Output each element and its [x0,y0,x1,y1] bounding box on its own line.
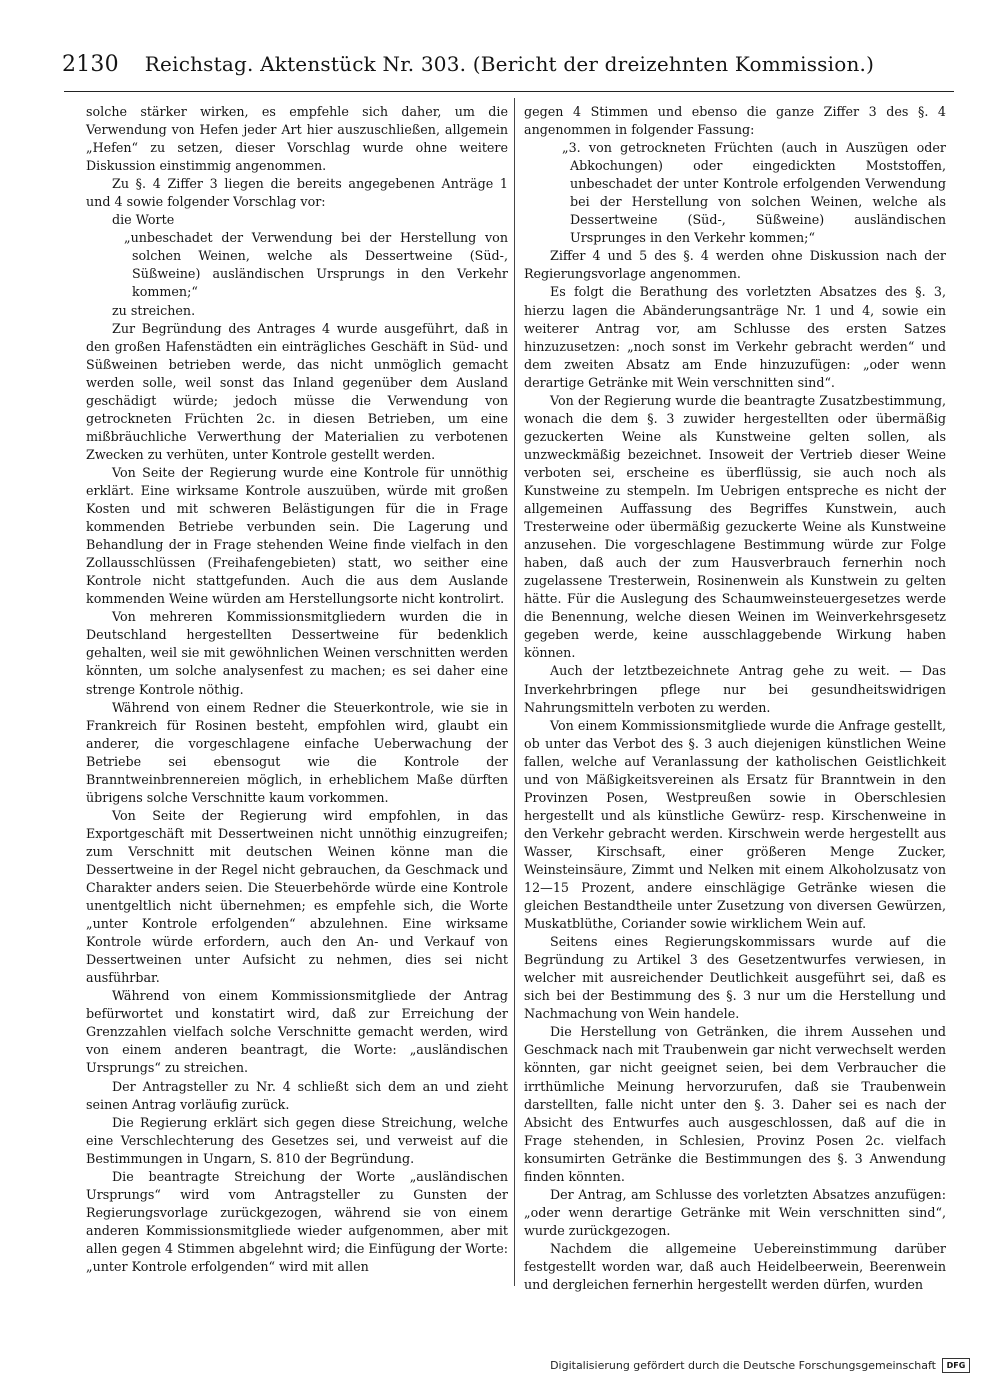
footer [550,1358,970,1373]
page-header [62,52,952,86]
paragraph: Nachdem die allgemeine Uebereinstimmung darüber festgestellt worden war, daß auch Heidelbeerwein, Beerenwein und dergleichen fernerhin hergestellt werden dürfen, wurden [524,1240,946,1293]
quoted-text: „3. von getrockneten Früchten (auch in Auszügen oder Abkochungen) oder eingedickten Moststoffen, unbeschadet der unter Kontrole erfolgenden Verwendung bei der Herstellung von solchen Weinen, welche als Dessertweine (Süd-, Süßweine) ausländischen Ursprunges in den Verkehr kommen;“ [562,140,946,246]
paragraph: Ziffer 4 und 5 des §. 4 werden ohne Diskussion nach der Regierungsvorlage angenommen. [524,248,946,282]
paragraph: zu streichen. [112,302,196,318]
paragraph: Die Regierung erklärt sich gegen diese Streichung, welche eine Verschlechterung des Gesetzes sei, und verweist auf die Bestimmungen in Ungarn, S. 810 der Begründung. [86,1114,508,1166]
paragraph: Von der Regierung wurde die beantragte Zusatzbestimmung, wonach die dem §. 3 zuwider hergestellten oder übermäßig gezuckerten Weine als Kunstweine gelten sollen, als unzweckmäßig bezeichnet. Insoweit der Vertrieb dieser Weine verboten sei, erscheine es überflüssig, sie auch noch als Kunstweine zu stempeln. Im Uebrigen entspreche es nicht der allgemeinen Auffassung des Begriffes Kunstwein, auch Tresterweine oder übermäßig gezuckerte Weine als Kunstweine anzusehen. Die vorgeschlagene Bestimmung würde zur Folge haben, daß auch der zum Hausverbrauch fernerhin noch zugelassene Tresterwein, Rosinenwein als Kunstwein zu gelten hätte. Für die Auslegung des Schaumweinsteuergesetzes werde die Benennung, welche diesen Weinen im Weinverkehrsgesetz gegeben werde, keine ausschlaggebende Wirkung haben können. [524,392,946,661]
paragraph: solche stärker wirken, es empfehle sich daher, um die Verwendung von Hefen jeder Art hier auszuschließen, allgemein „Hefen“ zu setzen, dieser Vorschlag wurde ohne weitere Diskussion einstimmig angenommen. [86,104,508,174]
page-number: 2130 [62,52,119,77]
paragraph: Von mehreren Kommissionsmitgliedern wurden die in Deutschland hergestellten Dessertweine für bedenklich gehalten, weil sie mit gewöhnlichen Weinen verschnitten werden könnten, um solche analysenfest zu machen; es sei daher eine strenge Kontrole nöthig. [86,609,508,697]
right-column [524,103,946,1294]
paragraph: gegen 4 Stimmen und ebenso die ganze Ziffer 3 des §. 4 angenommen in folgender Fassung: [524,104,946,138]
running-title: Reichstag. Aktenstück Nr. 303. (Bericht der dreizehnten Kommission.) [144,52,875,76]
paragraph: die Worte [112,212,175,228]
paragraph: Die Herstellung von Getränken, die ihrem Aussehen und Geschmack nach mit Traubenwein gar nicht verwechselt werden könnten, gar nicht geeignet seien, bei dem Verbraucher die irrthümliche Meinung hervorzurufen, daß sie Traubenwein darstellten, falle nicht unter den §. 3. Daher sei es nach der Absicht des Entwurfes auch ausgeschlossen, daß auf die in Frage stehenden, in Schlesien, Provinz Posen 2c. vielfach konsumirten Getränke die Bestimmungen des §. 3 Anwendung finden könnten. [524,1024,946,1184]
paragraph: Von Seite der Regierung wird empfohlen, in das Exportgeschäft mit Dessertweinen nicht unnöthig einzugreifen; zum Verschnitt mit deutschen Weinen könne man die Dessertweine in der Regel nicht gebrauchen, da Geschmack und Charakter anders seien. Die Steuerbehörde würde eine Kontrole unentgeltlich nicht übernehmen; es empfehle sich, die Worte „unter Kontrole erfolgenden“ abzulehnen. Eine wirksame Kontrole würde erfordern, auch den An- und Verkauf von Dessertweinen unter Aufsicht zu nehmen, dies sei nicht ausführbar. [86,807,508,986]
paragraph: Während von einem Kommissionsmitgliede der Antrag befürwortet und konstatirt wird, daß zur Erreichung der Grenzzahlen vielfach solche Verschnitte gemacht werden, wird von einem anderen beantragt, die Worte: „ausländischen Ursprungs“ zu streichen. [86,988,508,1076]
quoted-text: „unbeschadet der Verwendung bei der Herstellung von solchen Weinen, welche als Dessertweine (Süd-, Süßweine) ausländischen Ursprungs in den Verkehr kommen;“ [124,230,508,300]
column-divider [514,98,515,1286]
paragraph: Der Antragsteller zu Nr. 4 schließt sich dem an und zieht seinen Antrag vorläufig zurück. [86,1078,508,1112]
paragraph: Während von einem Redner die Steuerkontrole, wie sie in Frankreich für Rosinen besteht, empfohlen wird, glaubt ein anderer, die vorgeschlagene einfache Ueberwachung der Betriebe sei ebensogut wie die Kontrole der Branntweinbrennereien möglich, in erheblichem Maße dürften übrigens solche Verschnitte kaum vorkommen. [86,699,508,805]
dfg-logo: DFG [942,1358,970,1373]
paragraph: Auch der letztbezeichnete Antrag gehe zu weit. — Das Inverkehrbringen pflege nur bei gesundheitswidrigen Nahrungsmitteln verboten zu werden. [524,663,946,715]
paragraph: Von einem Kommissionsmitgliede wurde die Anfrage gestellt, ob unter das Verbot des §. 3 auch diejenigen künstlichen Weine fallen, welche auf Veranlassung der katholischen Geistlichkeit und von Mäßigkeitsvereinen als Ersatz für Branntwein in den Provinzen Posen, Westpreußen sowie in Oberschlesien hergestellt und als künstliche Gewürz- resp. Kirschenweine in den Verkehr gebracht werden. Kirschwein werde hergestellt aus Wasser, Kirschsaft, einer größeren Menge Zucker, Weinsteinsäure, Zimmt und Nelken mit einem Alkoholzusatz von 12—15 Prozent, andere einschlägige Getränke wiesen die gleichen Bestandtheile unter Zusetzung von diversen Gewürzen, Muskatblüthe, Coriander sowie wirklichem Wein auf. [524,717,946,932]
paragraph: Von Seite der Regierung wurde eine Kontrole für unnöthig erklärt. Eine wirksame Kontrole auszuüben, würde mit großen Kosten und mit schweren Belästigungen für die in Frage kommenden Betriebe verbunden sein. Die Lagerung und Behandlung der in Frage stehenden Weine finde vielfach in den Zollausschlüssen (Freihafengebieten) statt, wo seither eine Kontrole nicht stattgefunden. Auch die aus dem Auslande kommenden Weine würden am Herstellungsorte nicht kontrolirt. [86,464,508,607]
left-column [86,103,508,1276]
paragraph: Zu §. 4 Ziffer 3 liegen die bereits angegebenen Anträge 1 und 4 sowie folgender Vorschlag vor: [86,176,508,210]
paragraph: Zur Begründung des Antrages 4 wurde ausgeführt, daß in den großen Hafenstädten ein einträgliches Geschäft in Süd- und Süßweinen betrieben werde, das nicht unmöglich gemacht werden solle, weil sonst das Inland gegenüber dem Ausland geschädigt würde; jedoch müsse die Verwendung von getrockneten Früchten 2c. in diesen Betrieben, um eine mißbräuchliche Verwerthung der Materialien zu verbotenen Zwecken zu verhüten, unter Kontrole gestellt werden. [86,320,508,462]
paragraph: Es folgt die Berathung des vorletzten Absatzes des §. 3, hierzu lagen die Abänderungsanträge Nr. 1 und 4, sowie ein weiterer Antrag vor, am Schlusse des ersten Satzes hinzuzusetzen: „noch sonst im Verkehr gebracht werden“ und dem zweiten Absatz am Ende hinzuzufügen: „oder wenn derartige Getränke mit Wein verschnitten sind“. [524,284,946,390]
paragraph: Der Antrag, am Schlusse des vorletzten Absatzes anzufügen: „oder wenn derartige Getränke mit Wein verschnitten sind“, wurde zurückgezogen. [524,1186,946,1238]
header-rule [64,91,954,92]
footer-credit: Digitalisierung gefördert durch die Deutsche Forschungsgemeinschaft [550,1359,936,1372]
paragraph: Seitens eines Regierungskommissars wurde auf die Begründung zu Artikel 3 des Gesetzentwurfes verwiesen, in welcher mit ausreichender Deutlichkeit ausgeführt sei, daß es sich bei der Bestimmung des §. 3 nur um die Herstellung und Nachmachung von Wein handele. [524,934,946,1022]
paragraph: Die beantragte Streichung der Worte „ausländischen Ursprungs“ wird vom Antragsteller zu Gunsten der Regierungsvorlage zurückgezogen, während sie von einem anderen Kommissionsmitgliede wieder aufgenommen, aber mit allen gegen 4 Stimmen abgelehnt wird; die Einfügung der Worte: „unter Kontrole erfolgenden“ wird mit allen [86,1168,508,1274]
